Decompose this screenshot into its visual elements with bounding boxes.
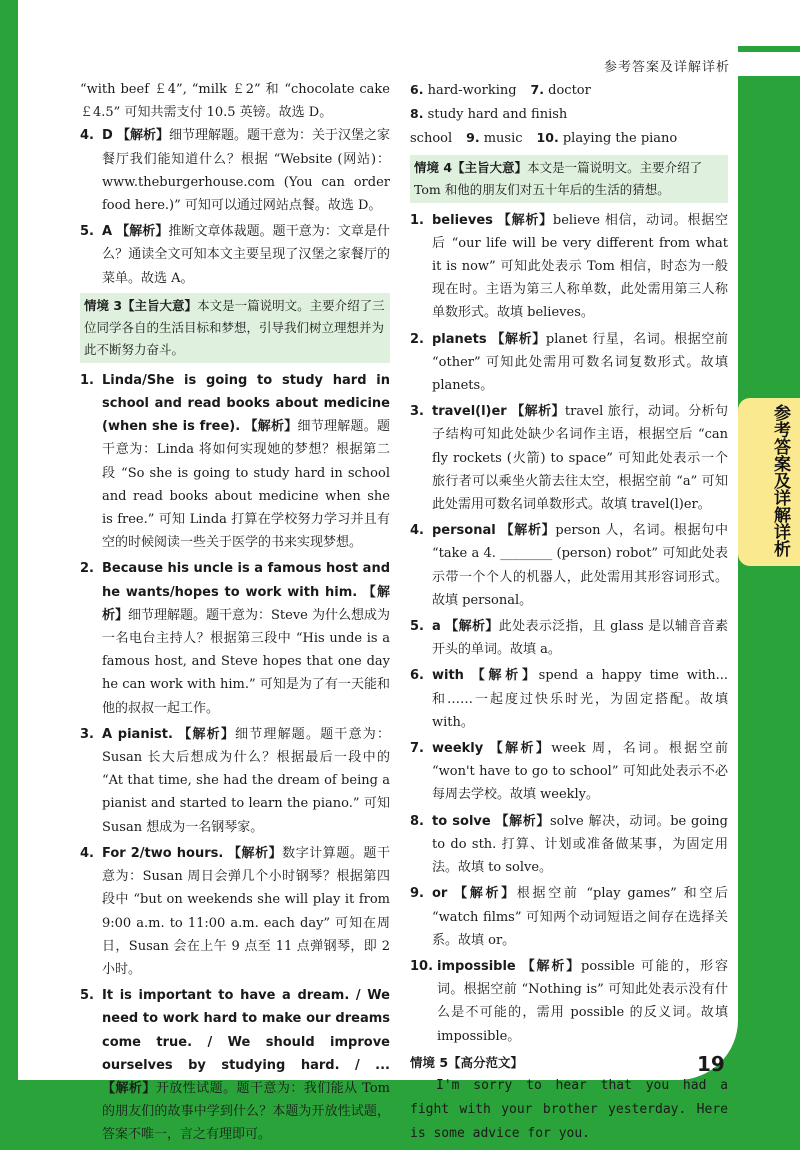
answer: hard-working bbox=[427, 83, 517, 98]
item-number: 6. bbox=[410, 82, 424, 97]
item-number: 3. bbox=[410, 404, 424, 420]
answer-item bbox=[410, 737, 728, 807]
answer-item bbox=[410, 882, 728, 952]
analysis-tag: 【解析】 bbox=[489, 741, 552, 757]
scenario-box bbox=[410, 155, 728, 203]
analysis-tag: 【解析】 bbox=[521, 958, 582, 974]
item-number: 5. bbox=[80, 224, 94, 240]
answer-item bbox=[410, 955, 728, 1048]
analysis-tag: 【解析】 bbox=[500, 523, 556, 539]
scenario-text: 本文是一篇说明文。主要介绍了 Tom 和他的朋友们对五十年后的生活的猜想。 bbox=[414, 159, 703, 197]
answer: personal bbox=[432, 523, 496, 539]
answer-item bbox=[410, 664, 728, 734]
item-number: 8. bbox=[410, 813, 424, 829]
explanation: 细节理解题。题干意为：Linda 将如何实现她的梦想？根据第二段 “So she is going to study hard in school and read books about medicine when she is free.” 可知 Linda 打算在学校努力学习并且有空的时候阅读一些关于医学的书来实现梦想。 bbox=[102, 419, 390, 551]
answer-item bbox=[410, 810, 728, 880]
answer: Because his uncle is a famous host and he wants/hopes to work with him. bbox=[102, 561, 390, 600]
answer: It is important to have a dream. / We need to work hard to make our dreams come true. / We should improve ourselves by studying hard. / ... bbox=[102, 988, 390, 1073]
side-tab-label: 参考答案及详解详析 bbox=[770, 404, 790, 557]
explanation: 数字计算题。题干意为：Susan 周日会弹几个小时钢琴？根据第四段中 “but on weekends she will play it from 9:00 a.m. to 11:00 a.m. each day” 可知在周日，Susan 会在上午 9 点至 11 点弹钢琴，即 2 小时。 bbox=[102, 845, 390, 977]
item-number: 7. bbox=[530, 82, 544, 97]
answer: playing the piano bbox=[562, 131, 678, 147]
answer-item bbox=[410, 400, 728, 516]
item-number: 1. bbox=[410, 212, 424, 228]
item-number: 6. bbox=[410, 668, 424, 684]
item-number: 2. bbox=[80, 561, 94, 577]
explanation: person 人，名词。根据句中 “take a 4. ________ (person) robot” 可知此处表示带一个个人的机器人，此处需用其形容词形式。故填 personal。 bbox=[432, 523, 728, 608]
item-number: 4. bbox=[80, 128, 94, 144]
analysis-tag: 【解析】 bbox=[445, 619, 499, 635]
answer-item bbox=[80, 842, 390, 981]
analysis-tag: 【解析】 bbox=[228, 845, 283, 861]
analysis-tag: 【解析】 bbox=[471, 668, 539, 684]
scenario-text: 本文是一篇说明文。主要介绍了三位同学各自的生活目标和梦想，引导我们树立理想并为此不断努力奋斗。 bbox=[84, 297, 385, 357]
item-number: 10. bbox=[410, 958, 434, 974]
item-number: 9. bbox=[466, 130, 480, 146]
item-number: 1. bbox=[80, 372, 94, 388]
answer: school bbox=[410, 131, 453, 147]
explanation: possible 可能的，形容词。根据空前 “Nothing is” 可知此处表示没有什么是不可能的，需用 possible 的反义词。故填 impossible。 bbox=[437, 958, 728, 1044]
answer: doctor bbox=[548, 83, 591, 98]
answer: a bbox=[432, 619, 441, 635]
answer: For 2/two hours. bbox=[102, 845, 224, 861]
answer-item bbox=[410, 209, 728, 325]
explanation: solve 解决，动词。be going to do sth. 打算、计划或准备做某事，为固定用法。故填 to solve。 bbox=[432, 813, 728, 876]
scenario-label: 情境 4【主旨大意】 bbox=[414, 159, 528, 175]
item-number: 5. bbox=[80, 988, 94, 1004]
explanation: 此处表示泛指，且 glass 是以辅音音素开头的单词。故填 a。 bbox=[432, 619, 728, 658]
explanation: 细节理解题。题干意为：Susan 长大后想成为什么？根据最后一段中的 “At that time, she had the dream of being a pianist and started to learn the piano.” 可知 Susan 想成为一名钢琴家。 bbox=[102, 726, 390, 835]
analysis-tag: 【解析】 bbox=[491, 331, 546, 347]
item-number: 8. bbox=[410, 106, 424, 122]
item-number: 2. bbox=[410, 331, 424, 347]
explanation: 细节理解题。题干意为：关于汉堡之家餐厅我们能知道什么？根据 “Website (网站)：www.theburgerhouse.com (You can order food here.)” 可知可以通过网站点餐。故选 D。 bbox=[102, 128, 390, 214]
right-column bbox=[410, 78, 728, 1146]
answer: with bbox=[432, 668, 464, 684]
analysis-tag: 【解析】 bbox=[178, 726, 236, 742]
scenario-box bbox=[80, 293, 390, 363]
item-number: 3. bbox=[80, 726, 94, 742]
answer: music bbox=[483, 131, 523, 147]
answer-item bbox=[410, 615, 728, 661]
answer: impossible bbox=[437, 958, 516, 974]
explanation: 根据空前 “play games” 和空后 “watch films” 可知两个动词短语之间存在选择关系。故填 or。 bbox=[432, 886, 728, 948]
answer-item bbox=[80, 557, 390, 719]
answer: Linda/She is going to study hard in school and read books about medicine (when she is free). bbox=[102, 372, 390, 435]
answer: A pianist. bbox=[102, 726, 173, 742]
answer: D bbox=[102, 128, 113, 144]
scenario-label: 情境 3【主旨大意】 bbox=[84, 297, 198, 313]
explanation: 细节理解题。题干意为：Steve 为什么想成为一名电台主持人？根据第三段中 “His unde is a famous host, and Steve hopes that one day he can work with him.” 可知是为了有一天能和他的叔叔一起工作。 bbox=[102, 607, 391, 716]
answer-item bbox=[80, 984, 390, 1146]
intro-text: “with beef ￡4”, “milk ￡2” 和 “chocolate cake ￡4.5” 可知共需支付 10.5 英镑。故选 D。 bbox=[80, 82, 390, 121]
explanation: week 周，名词。根据空前 “won't have to go to school” 可知此处表示不必每周去学校。故填 weekly。 bbox=[432, 741, 728, 803]
answer: believes bbox=[432, 212, 493, 228]
answer-item bbox=[410, 519, 728, 612]
answer-item bbox=[80, 723, 390, 839]
answer: planets bbox=[432, 331, 487, 347]
scenario5-label: 情境 5【高分范文】 bbox=[410, 1054, 524, 1070]
page-number: 19 bbox=[697, 1052, 725, 1076]
item-number: 10. bbox=[536, 130, 559, 146]
essay-text: I'm sorry to hear that you had a fight with your brother yesterday. Here is some advice for you. bbox=[410, 1077, 728, 1141]
item-number: 5. bbox=[410, 619, 424, 635]
explanation: spend a happy time with... 和……一起度过快乐时光，为固定搭配。故填 with。 bbox=[432, 668, 728, 730]
answer-item bbox=[80, 124, 390, 217]
answer: study hard and finish bbox=[427, 107, 568, 123]
analysis-tag: 【解析】 bbox=[511, 404, 565, 420]
explanation: travel 旅行，动词。分析句子结构可知此处缺少名词作主语，根据空后 “can fly rockets (火箭) to space” 可知此处表示一个旅行者可以乘坐火箭去往太空，根据空前 “a” 可知此处需用可数名词单数形式。故填 travel(l)er。 bbox=[432, 404, 728, 513]
item-number: 7. bbox=[410, 741, 424, 757]
answer-item bbox=[80, 220, 390, 290]
analysis-tag: 【解析】 bbox=[244, 419, 298, 435]
answer-item bbox=[80, 369, 390, 555]
analysis-tag: 【解析】 bbox=[116, 224, 169, 240]
answer-row bbox=[410, 78, 728, 126]
top-band bbox=[18, 0, 800, 46]
analysis-tag: 【解析】 bbox=[495, 813, 550, 829]
answer: or bbox=[432, 886, 448, 902]
explanation: believe 相信，动词。根据空后 “our life will be very different from what it is now” 可知此处表示 Tom 相信，时态为一般现在时。主语为第三人称单数，此处需用第三人称单数形式。故填 believes。 bbox=[432, 212, 728, 321]
item-number: 4. bbox=[410, 523, 424, 539]
explanation: 推断文章体裁题。题干意为：文章是什么？通读全文可知本文主要呈现了汉堡之家餐厅的菜单。故选 A。 bbox=[102, 224, 390, 286]
explanation: planet 行星，名词。根据空前 “other” 可知此处需用可数名词复数形式。故填 planets。 bbox=[432, 331, 728, 394]
answer: to solve bbox=[432, 813, 491, 829]
left-column bbox=[80, 78, 390, 1150]
answer: A bbox=[102, 224, 113, 240]
item-number: 9. bbox=[410, 886, 424, 902]
answer: travel(l)er bbox=[432, 404, 507, 420]
analysis-tag: 【解析】 bbox=[102, 584, 390, 623]
analysis-tag: 【解析】 bbox=[102, 1080, 156, 1096]
answer-item bbox=[410, 328, 728, 398]
analysis-tag: 【解析】 bbox=[497, 212, 553, 228]
explanation: 开放性试题。题干意为：我们能从 Tom 的朋友们的故事中学到什么？本题为开放性试题，答案不唯一，言之有理即可。 bbox=[102, 1080, 390, 1143]
analysis-tag: 【解析】 bbox=[454, 886, 517, 902]
answer: weekly bbox=[432, 741, 484, 757]
answer-row bbox=[410, 126, 728, 150]
header-title: 参考答案及详解详析 bbox=[603, 60, 730, 75]
analysis-tag: 【解析】 bbox=[116, 128, 169, 144]
item-number: 4. bbox=[80, 845, 94, 861]
